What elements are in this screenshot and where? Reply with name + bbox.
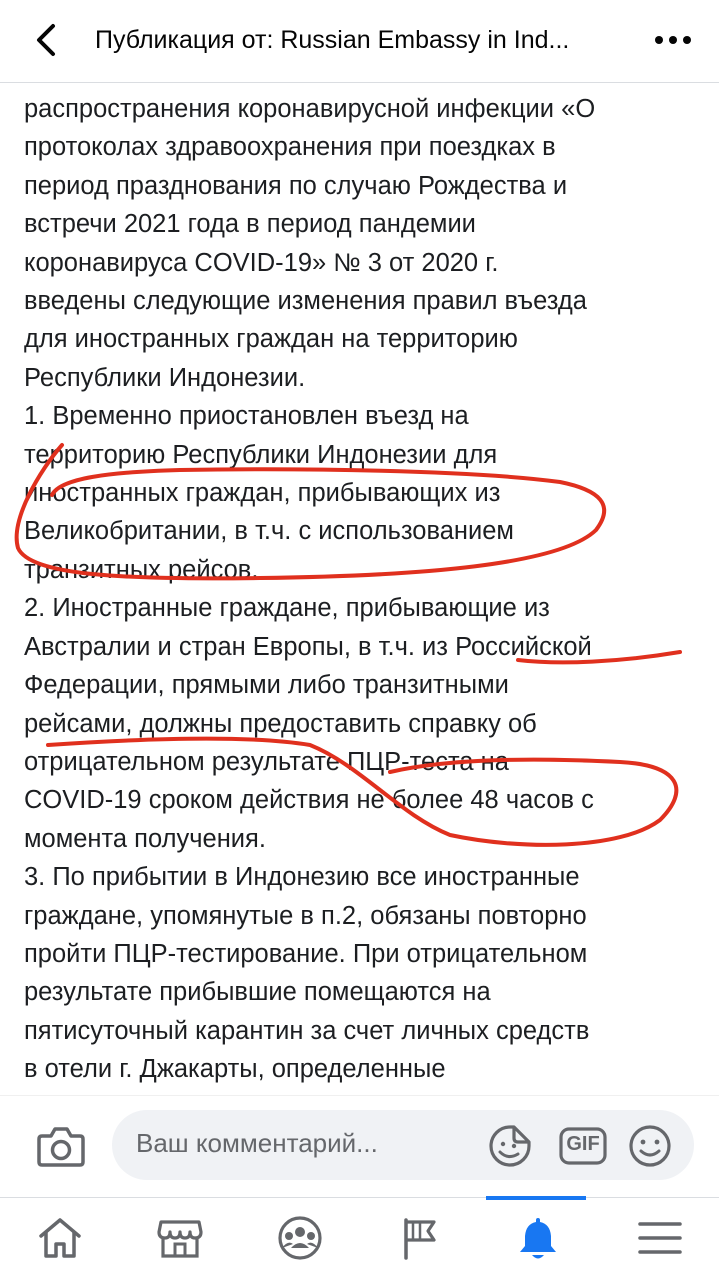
more-horizontal-icon <box>650 24 696 56</box>
marketplace-icon <box>156 1214 204 1262</box>
top-bar <box>0 0 719 83</box>
comment-composer <box>0 1095 719 1198</box>
notifications-bell-icon <box>514 1214 562 1262</box>
text-line: в отели г. Джакарты, определенные <box>24 1055 446 1084</box>
chevron-left-icon <box>28 20 68 60</box>
text-line: территорию Республики Индонезии для <box>24 440 498 469</box>
text-line: коронавируса COVID-19» № 3 от 2020 г. <box>24 248 499 277</box>
bottom-navigation <box>0 1197 719 1281</box>
text-line: введены следующие изменения правил въезда <box>24 287 587 316</box>
comment-placeholder: Ваш комментарий... <box>136 1128 378 1158</box>
pages-flag-icon <box>396 1214 444 1262</box>
text-line: распространения коронавирусной инфекции «О <box>24 95 596 123</box>
groups-icon <box>276 1214 324 1262</box>
text-line: протоколах здравоохранения при поездках в <box>24 133 556 162</box>
text-line: 2. Иностранные граждане, прибывающие из <box>24 594 550 623</box>
nav-home[interactable] <box>30 1210 90 1270</box>
sticker-button[interactable] <box>488 1124 532 1168</box>
menu-icon <box>636 1214 684 1262</box>
nav-menu[interactable] <box>630 1210 690 1270</box>
gif-label: GIF <box>566 1133 600 1155</box>
nav-pages[interactable] <box>390 1210 450 1270</box>
gif-button[interactable] <box>558 1124 608 1168</box>
text-line: рейсами, должны предоставить справку об <box>24 709 537 738</box>
text-line: иностранных граждан, прибывающих из <box>24 479 501 508</box>
text-line: Австралии и стран Европы, в т.ч. из Российской <box>24 632 592 661</box>
text-line: Республики Индонезии. <box>24 363 306 392</box>
text-line: граждане, упомянутые в п.2, обязаны повторно <box>24 901 587 930</box>
text-line: результате прибывшие помещаются на <box>24 978 491 1007</box>
text-line: пятисуточный карантин за счет личных средств <box>24 1016 590 1045</box>
nav-notifications[interactable] <box>508 1210 568 1270</box>
page-title: Публикация от: Russian Embassy in Ind... <box>95 26 570 54</box>
emoji-icon <box>628 1124 672 1168</box>
more-options-button[interactable] <box>650 24 696 56</box>
sticker-icon <box>488 1124 532 1168</box>
camera-button[interactable] <box>36 1124 86 1168</box>
camera-icon <box>36 1124 86 1168</box>
home-icon <box>36 1214 84 1262</box>
active-tab-indicator <box>486 1196 586 1200</box>
text-line: период празднования по случаю Рождества и <box>24 171 568 200</box>
text-line: 3. По прибытии в Индонезию все иностранные <box>24 863 580 892</box>
comment-input[interactable] <box>112 1110 694 1180</box>
nav-marketplace[interactable] <box>150 1210 210 1270</box>
text-line: Великобритании, в т.ч. с использованием <box>24 517 514 546</box>
text-line: отрицательном результате ПЦР-теста на <box>24 747 509 776</box>
text-line: для иностранных граждан на территорию <box>24 325 518 354</box>
text-line: встречи 2021 года в период пандемии <box>24 210 476 239</box>
post-text <box>24 90 704 1089</box>
text-line: момента получения. <box>24 824 266 853</box>
text-line: COVID-19 сроком действия не более 48 часов с <box>24 786 594 815</box>
text-line: пройти ПЦР-тестирование. При отрицательном <box>24 939 588 968</box>
emoji-button[interactable] <box>628 1124 672 1168</box>
text-line: транзитных рейсов. <box>24 555 259 584</box>
text-line: 1. Временно приостановлен въезд на <box>24 402 469 431</box>
nav-groups[interactable] <box>270 1210 330 1270</box>
text-line: Федерации, прямыми либо транзитными <box>24 671 509 700</box>
back-button[interactable] <box>28 20 68 60</box>
